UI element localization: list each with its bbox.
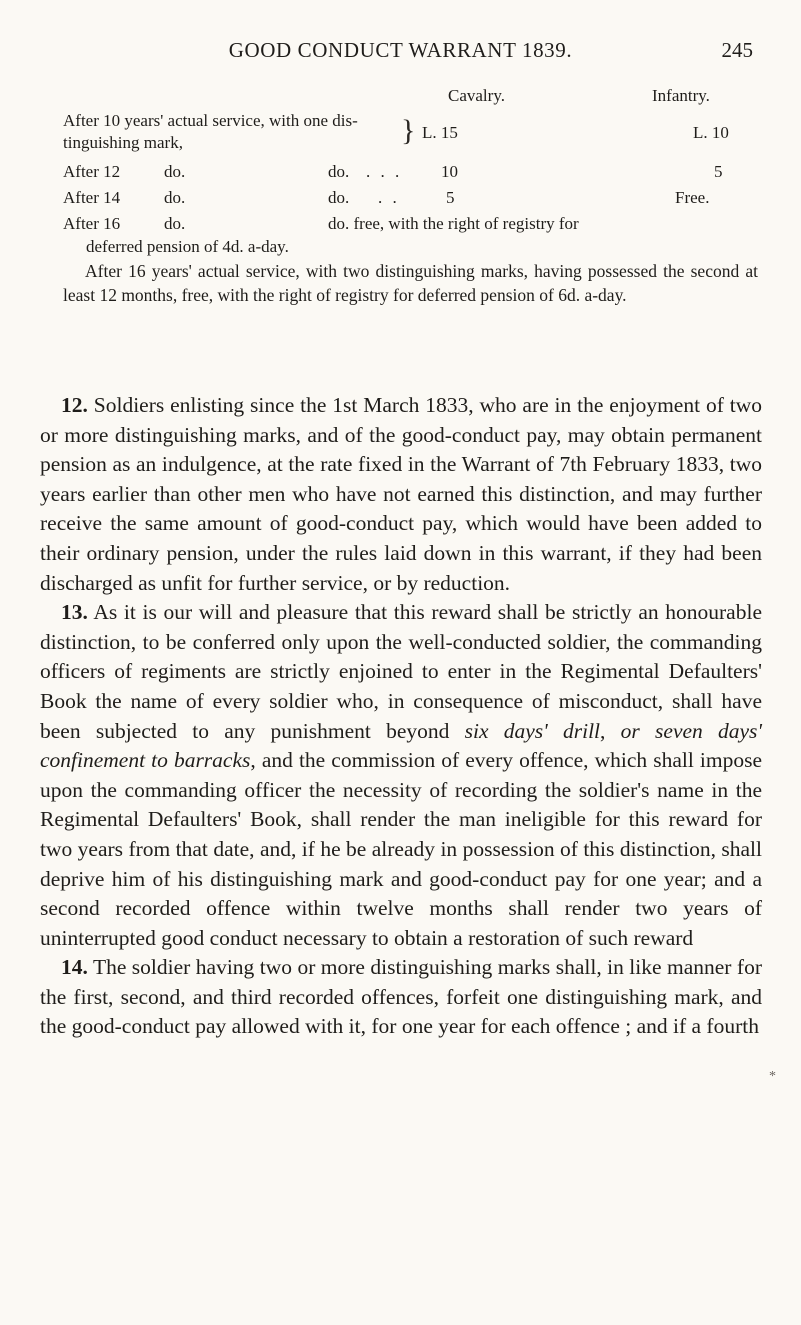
table-cell-infantry: 5 [714,162,723,181]
ditto-mark: do. [328,188,350,207]
table-row-label: After 10 years' actual service, with one dis- [63,111,358,130]
column-header-infantry: Infantry. [652,86,710,105]
page-number: 245 [721,38,753,62]
ditto-mark: do. [328,162,350,181]
table-cell-cavalry: L. 15 [422,123,458,142]
note-paragraph: After 16 years' actual service, with two distinguishing marks, having possessed the second at least 12 months, free, with the right of registry for deferred pension of 6d. a-day. [63,261,758,305]
ditto-mark: do. [164,162,186,181]
table-cell-infantry: Free. [675,188,710,207]
paragraph-text: , and the commission of every offence, which shall impose upon the commanding officer the necessity of recording the soldier's name in the Regimental Defaulters' Book, shall render the man ineligible for this reward for two years from that date, and, if he be already in possession of this distinction, shall deprive him of his distinguishing mark and good-conduct pay for one year; and a second recorded offence within twelve months shall render two years of uninterrupted good conduct necessary to obtain a restoration of such reward [40,748,762,950]
paragraph-12 [40,391,762,598]
table-cell-infantry: L. 10 [693,123,729,142]
paragraph-number: 12. [61,393,88,417]
table-cell-cavalry: 5 [446,188,455,207]
separator-text: , [600,718,621,743]
table-row-label: After 12 [63,162,121,181]
italic-phrase: or seven days' confinement to barracks [40,718,763,773]
table-note [63,259,758,307]
ditto-mark: do. [164,188,186,207]
table-cell-cavalry: 10 [441,162,458,181]
article-text [40,391,762,1042]
column-header-cavalry: Cavalry. [448,86,505,105]
table-row-label: After 16 [63,214,121,233]
paragraph-text: As it is our will and pleasure that this reward shall be strictly an honourable distinction, to be conferred only upon the well-conducted soldier, the commanding officers of regiments are strictly enjoined to enter in the Regimental Defaulters' Book the name of every soldier who, in consequence of misconduct, shall have been subjected to any punishment beyond [40,600,762,743]
table-row-text: do. free, with the right of registry for [328,214,579,233]
paragraph-13 [40,598,762,953]
table-row-continuation: deferred pension of 4d. a-day. [86,237,289,256]
ditto-mark: do. [164,214,186,233]
leader-dots: . . . [366,162,403,181]
table-row-label-continued: tinguishing mark, [63,133,183,152]
margin-mark: * [769,1069,776,1084]
brace-mark: } [401,114,416,147]
italic-phrase: six days' drill [464,718,601,743]
running-title: GOOD CONDUCT WARRANT 1839. [228,38,573,62]
leader-dots: . . [378,188,400,207]
table-row-label: After 14 [63,188,121,207]
running-head [0,38,801,68]
paragraph-text: Soldiers enlisting since the 1st March 1833, who are in the enjoyment of two or more distinguishing marks, and of the good-conduct pay, may obtain permanent pension as an indulgence, at the rate fixed in the Warrant of 7th February 1833, two years earlier than other men who have not earned this distinction, and may further receive the same amount of good-conduct pay, which would have been added to their ordinary pension, under the rules laid down in this warrant, if they had been discharged as unfit for further service, or by reduction. [40,393,762,595]
paragraph-14 [40,953,762,1042]
paragraph-text: The soldier having two or more distinguishing marks shall, in like manner for the first, second, and third recorded offences, forfeit one distinguishing mark, and the good-conduct pay allowed with it, for one year for each offence ; and if a fourth [40,955,762,1039]
paragraph-number: 13. [61,600,88,625]
paragraph-number: 14. [61,955,88,980]
